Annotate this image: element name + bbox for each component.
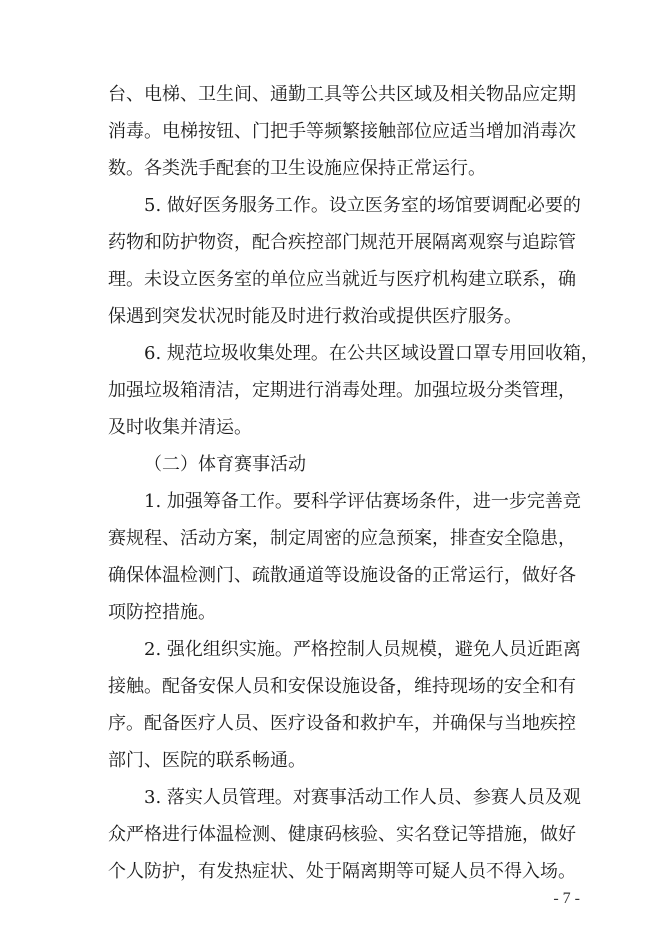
paragraph-2-first-line: 2. 强化组织实施。严格控制人员规模，避免人员近距离 <box>144 639 581 660</box>
body-text-line: 个人防护，有发热症状、处于隔离期等可疑人员不得入场。 <box>108 861 576 882</box>
body-text-line: 项防控措施。 <box>108 602 216 623</box>
body-text-line: 保遇到突发状况时能及时进行救治或提供医疗服务。 <box>108 306 522 327</box>
body-text-line: 及时收集并清运。 <box>108 417 252 438</box>
body-text-line: 消毒。电梯按钮、门把手等频繁接触部位应适当增加消毒次 <box>108 121 576 142</box>
paragraph-3-first-line: 3. 落实人员管理。对赛事活动工作人员、参赛人员及观 <box>144 787 581 808</box>
paragraph-6-first-line: 6. 规范垃圾收集处理。在公共区域设置口罩专用回收箱， <box>144 343 599 364</box>
section-heading: （二）体育赛事活动 <box>144 454 306 475</box>
body-text-line: 药物和防护物资，配合疾控部门规范开展隔离观察与追踪管 <box>108 232 576 253</box>
body-text-line: 理。未设立医务室的单位应当就近与医疗机构建立联系，确 <box>108 269 576 290</box>
body-text-line: 台、电梯、卫生间、通勤工具等公共区域及相关物品应定期 <box>108 84 576 105</box>
body-text-line: 众严格进行体温检测、健康码核验、实名登记等措施，做好 <box>108 824 576 845</box>
body-text-line: 接触。配备安保人员和安保设施设备，维持现场的安全和有 <box>108 676 576 697</box>
body-text-line: 序。配备医疗人员、医疗设备和救护车，并确保与当地疾控 <box>108 713 576 734</box>
body-text-line: 部门、医院的联系畅通。 <box>108 750 306 771</box>
body-text-line: 数。各类洗手配套的卫生设施应保持正常运行。 <box>108 158 486 179</box>
paragraph-5-first-line: 5. 做好医务服务工作。设立医务室的场馆要调配必要的 <box>144 195 581 216</box>
body-text-line: 确保体温检测门、疏散通道等设施设备的正常运行，做好各 <box>108 565 576 586</box>
body-text-line: 赛规程、活动方案，制定周密的应急预案，排查安全隐患， <box>108 528 576 549</box>
page-number: - 7 - <box>553 890 580 907</box>
body-text-line: 加强垃圾箱清洁，定期进行消毒处理。加强垃圾分类管理， <box>108 380 576 401</box>
paragraph-1-first-line: 1. 加强筹备工作。要科学评估赛场条件，进一步完善竞 <box>144 491 581 512</box>
